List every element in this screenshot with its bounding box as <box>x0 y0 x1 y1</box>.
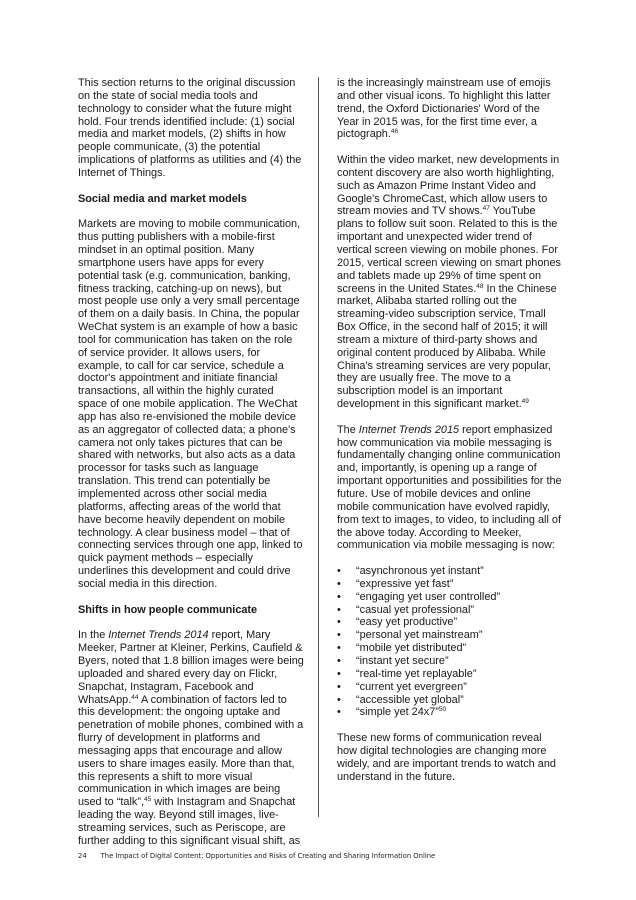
bullet: • <box>337 629 341 642</box>
communication-traits-list <box>337 565 563 719</box>
text-span: with Instagram and Snapchat leading the way. Beyond still images, live-streaming services, such as Periscope, are further adding to this significant visual shift, as <box>78 796 301 847</box>
footnote-ref: 49 <box>521 398 529 406</box>
list-item <box>337 578 563 591</box>
list-item-text: “expressive yet fast” <box>356 577 454 590</box>
text-span: The <box>337 423 359 436</box>
footnote-ref: 45 <box>143 796 152 804</box>
right-column <box>337 77 563 796</box>
bullet: • <box>337 642 341 655</box>
list-item-text: “mobile yet distributed” <box>356 642 467 655</box>
list-item <box>337 591 563 604</box>
closing-paragraph: These new forms of communication reveal how digital technologies are changing more widely, and are important trends to watch and understand in the future. <box>337 732 556 783</box>
continuation-paragraph <box>337 77 563 141</box>
internet-trends-paragraph <box>337 424 563 552</box>
list-item <box>337 629 563 642</box>
left-column <box>78 77 304 860</box>
list-item <box>337 694 563 707</box>
bullet: • <box>337 577 341 590</box>
text-span: In the <box>78 629 109 642</box>
list-item <box>337 655 563 668</box>
list-item-text: “simple yet 24x7” <box>356 706 439 719</box>
document-title: The Impact of Digital Content: Opportunities and Risks of Creating and Sharing Information Online <box>100 852 436 860</box>
list-item <box>337 565 563 578</box>
text-span: In the Chinese market, Alibaba started rolling out the streaming-video subscription service, Tmall Box Office, in the second half of 2015; it will stream a mixture of third-party shows and original content produced by Alibaba. While China's streaming services are very popular, they are usually free. The move to a subscription model is an important development in this significant market. <box>337 282 557 411</box>
list-item-text: “accessible yet global” <box>356 693 464 706</box>
report-title: Internet Trends 2015 <box>358 423 460 436</box>
communication-paragraph <box>78 629 304 847</box>
footnote-ref: 47 <box>482 205 490 213</box>
list-item-text: “asynchronous yet instant” <box>356 565 484 578</box>
list-item-text: “current yet evergreen” <box>356 680 467 693</box>
footnote-ref: 50 <box>438 706 447 714</box>
footnote-ref: 46 <box>390 128 399 136</box>
report-title: Internet Trends 2014 <box>108 629 209 642</box>
text-span: A combination of factors led to this development: the ongoing uptake and penetration of mobile phones, combined with a flurry of development in platforms and messaging apps that encourage and allow users to share images easily. More than that, this represents a shift to more visual communication in which images are being used to “talk”, <box>78 693 304 809</box>
section-heading-social-media: Social media and market models <box>78 192 247 205</box>
section-heading-communication: Shifts in how people communicate <box>78 603 258 616</box>
text-span: Within the video market, new developments in content discovery are also worth highlighting, such as Amazon Prime Instant Video and Google's ChromeCast, which allow users to stream movies and TV shows. <box>337 154 560 218</box>
bullet: • <box>337 667 341 680</box>
bullet: • <box>337 603 341 616</box>
list-item-text: “casual yet professional” <box>356 603 475 616</box>
social-media-paragraph: Markets are moving to mobile communication, thus putting publishers with a mobile-first mindset in an optimal position. Many smartphone users have apps for every potential task (e.g. communication, banking, fitness tracking, catching-up on news), but most people use only a very small percentage of them on a daily basis. In China, the popular WeChat system is an example of how a basic tool for communication has taken on the role of service provider. It allows users, for example, to call for car service, schedule a doctor's appointment and initiate financial transactions, all within the highly curated space of one mobile application. The WeChat app has also re-envisioned the mobile device as an aggregator of collected data; a phone's camera not only takes pictures that can be shared with networks, but also acts as a data processor for tasks such as language translation. This trend can potentially be implemented across other social media platforms, affecting areas of the world that have become heavily dependent on mobile technology. A clear business model – that of connecting services through one app, linked to quick payment methods – especially underlines this development and could drive social media in this direction. <box>78 218 303 590</box>
bullet: • <box>337 706 341 719</box>
bullet: • <box>337 565 341 578</box>
intro-paragraph: This section returns to the original discussion on the state of social media tools and technology to consider what the future might hold. Four trends identified include: (1) social media and market models, (2) shifts in how people communicate, (3) the potential implications of platforms as utilities and (4) the Internet of Things. <box>78 77 302 179</box>
bullet: • <box>337 654 341 667</box>
text-span: YouTube plans to follow suit soon. Related to this is the important and unexpected wider trend of vertical screen viewing on mobile phones. For 2015, vertical screen viewing on smart phones and tablets made up 29% of time spent on screens in the United States. <box>337 205 561 295</box>
text-span: report emphasized how communication via mobile messaging is fundamentally changing online communication and, importantly, is opening up a range of important opportunities and possibilities for the future. Use of mobile devices and online mobile communication have evolved rapidly, from text to images, to video, to including all of the above today. According to Meeker, communication via mobile messaging is now: <box>337 423 562 552</box>
list-item <box>337 681 563 694</box>
column-divider <box>318 77 319 817</box>
page-footer <box>78 852 435 860</box>
page-number: 24 <box>78 852 87 860</box>
list-item <box>337 604 563 617</box>
footnote-ref: 44 <box>131 693 139 701</box>
list-item <box>337 668 563 681</box>
bullet: • <box>337 680 341 693</box>
list-item-text: “instant yet secure” <box>356 654 449 667</box>
bullet: • <box>337 590 341 603</box>
list-item-text: “engaging yet user controlled” <box>356 590 501 603</box>
text-span: report, Mary Meeker, Partner at Kleiner, Perkins, Caufield & Byers, noted that 1.8 billion images were being uploaded and shared every day on Flickr, Snapchat, Instagram, Facebook and WhatsApp. <box>78 629 304 706</box>
list-item <box>337 706 563 719</box>
list-item <box>337 616 563 629</box>
list-item <box>337 642 563 655</box>
list-item-text: “personal yet mainstream” <box>356 629 483 642</box>
video-market-paragraph <box>337 154 563 411</box>
text-span: is the increasingly mainstream use of emojis and other visual icons. To highlight this latter trend, the Oxford Dictionaries' Word of the Year in 2015 was, for the first time ever, a pictograph. <box>337 77 551 141</box>
list-item-text: “real-time yet replayable” <box>356 667 477 680</box>
footnote-ref: 48 <box>476 282 484 290</box>
list-item-text: “easy yet productive” <box>356 616 458 629</box>
bullet: • <box>337 693 341 706</box>
bullet: • <box>337 616 341 629</box>
